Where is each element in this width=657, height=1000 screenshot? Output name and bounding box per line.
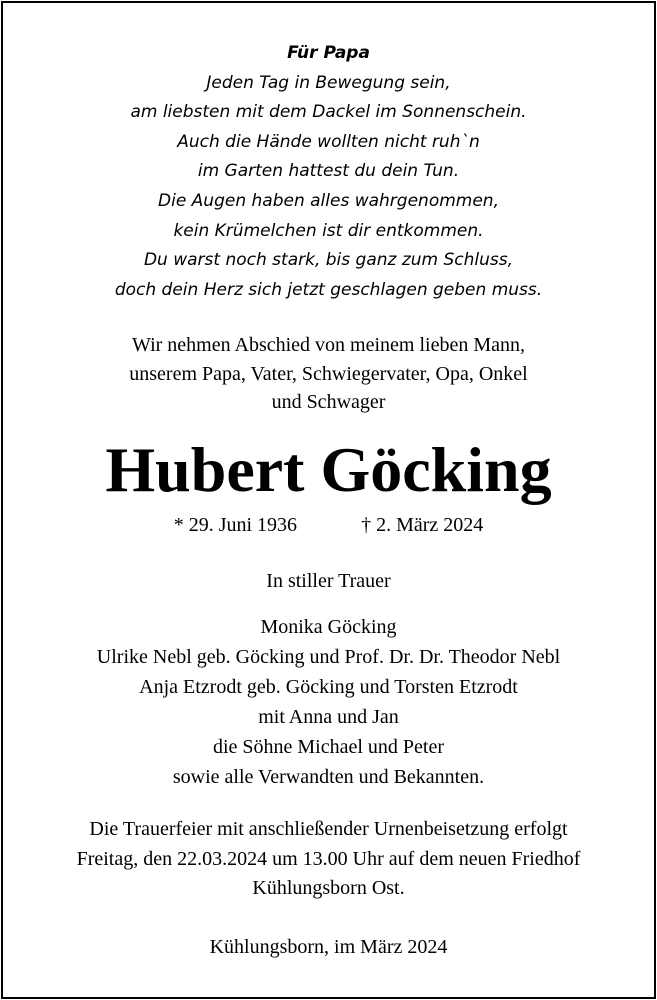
poem-line: im Garten hattest du dein Tun. [197,161,460,182]
deceased-name: Hubert Göcking [105,434,552,505]
birth-date: * 29. Juni 1936 [173,514,298,536]
poem-line: Auch die Hände wollten nicht ruh`n [177,131,480,152]
poem [3,39,654,305]
poem-line: kein Krümelchen ist dir entkommen. [173,220,484,241]
family-line: mit Anna und Jan [258,706,399,728]
family-line: sowie alle Verwandten und Bekannten. [172,766,485,788]
family-line: Anja Etzrodt geb. Göcking und Torsten Etzrodt [139,676,518,698]
ceremony-line: Die Trauerfeier mit anschließender Urnenbeisetzung erfolgt [89,818,568,840]
family-list [3,612,654,792]
death-date: † 2. März 2024 [361,514,484,536]
intro-line: Wir nehmen Abschied von meinem lieben Mann, [132,334,525,356]
intro-line: und Schwager [271,391,386,413]
poem-line: am liebsten mit dem Dackel im Sonnenschein. [130,102,527,123]
obituary-notice [1,1,656,999]
poem-line: doch dein Herz sich jetzt geschlagen geben muss. [114,279,543,300]
ceremony-info [3,815,654,904]
poem-line: Die Augen haben alles wahrgenommen, [158,190,499,211]
family-line: Monika Göcking [260,616,397,638]
poem-line: Jeden Tag in Bewegung sein, [206,72,451,93]
poem-line: Du warst noch stark, bis ganz zum Schluss, [143,250,514,271]
poem-title: Für Papa [287,43,370,63]
mourning-label: In stiller Trauer [266,570,391,592]
ceremony-line: Freitag, den 22.03.2024 um 13.00 Uhr auf dem neuen Friedhof [76,847,581,870]
life-dates [3,511,654,539]
place-and-date: Kühlungsborn, im März 2024 [209,936,448,958]
ceremony-line: Kühlungsborn Ost. [252,877,405,899]
family-line: Ulrike Nebl geb. Göcking und Prof. Dr. Dr. Theodor Nebl [96,646,561,668]
farewell-intro [3,331,654,417]
family-line: die Söhne Michael und Peter [212,736,445,758]
intro-line: unserem Papa, Vater, Schwiegervater, Opa, Onkel [129,362,528,385]
